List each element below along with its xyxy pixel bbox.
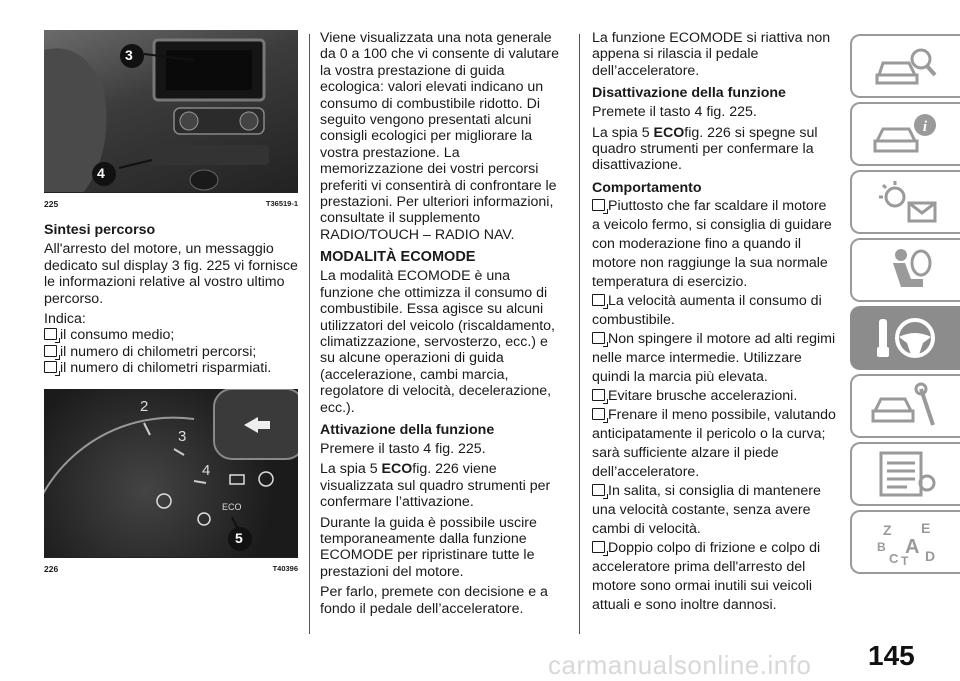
gauge-tick-2: 2 [140, 397, 149, 415]
bullet-icon [592, 294, 605, 306]
index-letter: C [889, 551, 899, 566]
car-search-icon [871, 41, 941, 91]
bullet-list [44, 327, 298, 376]
bullet-icon [44, 328, 57, 340]
paragraph-eco-indicator: La spia 5 ECOfig. 226 viene visualizzata sul quadro strumenti per confermare l’attivazione. [320, 461, 551, 511]
car-info-icon [871, 109, 941, 159]
list-item: il numero di chilometri risparmiati. [44, 360, 298, 376]
bullet-icon [44, 361, 57, 373]
tab-car-tools[interactable] [850, 374, 960, 438]
bullet-icon [592, 199, 605, 211]
index-letter: Z [883, 522, 892, 538]
list-item: il consumo medio; [44, 327, 298, 343]
tab-car-info[interactable] [850, 102, 960, 166]
callout-4: 4 [97, 165, 105, 181]
paragraph: Per farlo, premete con decisione e a fondo il pedale dell’acceleratore. [320, 584, 548, 617]
bullet-list [592, 197, 838, 615]
airbag-seat-icon [871, 245, 941, 295]
warning-lights-icon [871, 177, 941, 227]
heading-modalita-ecomode: MODALITÀ ECOMODE [320, 249, 476, 266]
list-item: Doppio colpo di frizione e colpo di acceleratore prima dell'arresto del motore sono ormai inutili sui veicoli attuali e sono inoltre dannosi. [592, 539, 821, 613]
gauge-tick-4: 4 [202, 461, 211, 479]
figure-number: 225 [44, 199, 59, 209]
callout-3: 3 [125, 47, 133, 63]
list-item: La velocità aumenta il consumo di combustibile. [592, 292, 822, 328]
bullet-icon [592, 408, 605, 420]
figure-code: T36519-1 [265, 199, 298, 208]
index-letter: B [877, 540, 886, 554]
bullet-icon [592, 484, 605, 496]
car-tools-icon [871, 381, 941, 431]
index-letter: D [925, 548, 936, 564]
paragraph: Premete il tasto 4 fig. 225. [592, 104, 757, 121]
callout-5: 5 [235, 529, 243, 546]
list-item: In salita, si consiglia di mantenere una velocità costante, senza avere cambi di velocità. [592, 482, 821, 537]
figure-225-caption [44, 192, 298, 212]
figure-225-dashboard-photo [44, 30, 298, 192]
figure-number: 226 [44, 563, 59, 574]
paragraph: La funzione ECOMODE si riattiva non appena si rilascia il pedale dell’acceleratore. [592, 30, 831, 79]
heading-attivazione: Attivazione della funzione [320, 421, 495, 438]
paragraph-indica: Indica: [44, 311, 86, 328]
specifications-list-icon [871, 449, 941, 499]
paragraph: Premere il tasto 4 fig. 225. [320, 440, 486, 457]
paragraph: La modalità ECOMODE è una funzione che ottimizza il consumo di combustibile. Essa agisce su alcuni utilizzatori del veicolo (riscaldamento, climatizzazione, servosterzo, ecc.) e su alcune operazioni di guida (accelerazione, cambi marcia, regolatore di velocità, decelerazione, ecc.). [320, 268, 555, 416]
list-item: Evitare brusche accelerazioni. [592, 387, 838, 406]
tab-alphabetical-index[interactable] [850, 510, 960, 574]
column-1 [44, 30, 298, 587]
steering-wheel-key-icon [871, 313, 941, 363]
heading-comportamento: Comportamento [592, 179, 702, 196]
watermark: carmanualsonline.info [548, 650, 812, 680]
chapter-tabs [850, 34, 960, 578]
tab-airbag-seat[interactable] [850, 238, 960, 302]
tab-car-search[interactable] [850, 34, 960, 98]
figure-code: T40396 [272, 563, 298, 573]
column-2 [320, 30, 564, 621]
index-letter: A [905, 536, 920, 558]
alphabetical-index-icon [871, 517, 941, 567]
column-3 [592, 30, 838, 619]
heading-disattivazione: Disattivazione della funzione [592, 85, 786, 102]
tab-warning-lights[interactable] [850, 170, 960, 234]
paragraph-eco-indicator: La spia 5 ECOfig. 226 si spegne sul quadro strumenti per confermare la disattivazione. [592, 124, 818, 174]
bullet-icon [44, 345, 57, 357]
paragraph: All'arresto del motore, un messaggio dedicato sul display 3 fig. 225 vi fornisce le informazioni relative al vostro ultimo percorso. [44, 241, 298, 307]
column-divider [579, 34, 580, 634]
index-letter: E [921, 520, 931, 536]
tab-steering-wheel-key[interactable] [850, 306, 960, 370]
eco-label: ECO [381, 461, 413, 478]
page-number: 145 [868, 640, 915, 671]
eco-indicator-label: ECO [222, 501, 242, 512]
figure-226-instrument-panel-photo [44, 389, 298, 557]
heading-sintesi-percorso: Sintesi percorso [44, 222, 156, 239]
tab-specifications[interactable] [850, 442, 960, 506]
gauge-tick-3: 3 [178, 427, 187, 445]
paragraph: Viene visualizzata una nota generale da 0 a 100 che vi consente di valutare la vostra prestazione di guida ecologica: valori elevati indicano un consumo di combustibile ridotto. Di seguito vengono presentati alcuni consigli ecologici per migliorare la vostra prestazione. La memorizzazione dei vostri percorsi preferiti vi consentirà di confrontare le prestazioni. Per ulteriori informazioni, consultate il supplemento RADIO/TOUCH – RADIO NAV. [320, 30, 559, 243]
list-item: Non spingere il motore ad alti regimi nelle marce intermedie. Utilizzare quindi la marcia più elevata. [592, 330, 836, 385]
bullet-icon [592, 389, 605, 401]
svg-text:i: i [922, 119, 928, 135]
index-letter: T [901, 554, 909, 567]
eco-label: ECO [653, 124, 685, 141]
column-divider [309, 34, 310, 634]
bullet-icon [592, 541, 605, 553]
list-item: il numero di chilometri percorsi; [44, 344, 298, 360]
bullet-icon [592, 332, 605, 344]
figure-226-caption [44, 557, 298, 577]
paragraph: Durante la guida è possibile uscire temporaneamente dalla funzione ECOMODE per ripristinare tutte le prestazioni del motore. [320, 514, 537, 580]
list-item: Frenare il meno possibile, valutando anticipatamente il pericolo o la curva; sarà sufficiente alzare il piede dell’acceleratore. [592, 406, 836, 480]
list-item: Piuttosto che far scaldare il motore a veicolo fermo, si consiglia di guidare con moderazione fino a quando il motore non raggiunge la sua normale temperatura di esercizio. [592, 197, 832, 290]
